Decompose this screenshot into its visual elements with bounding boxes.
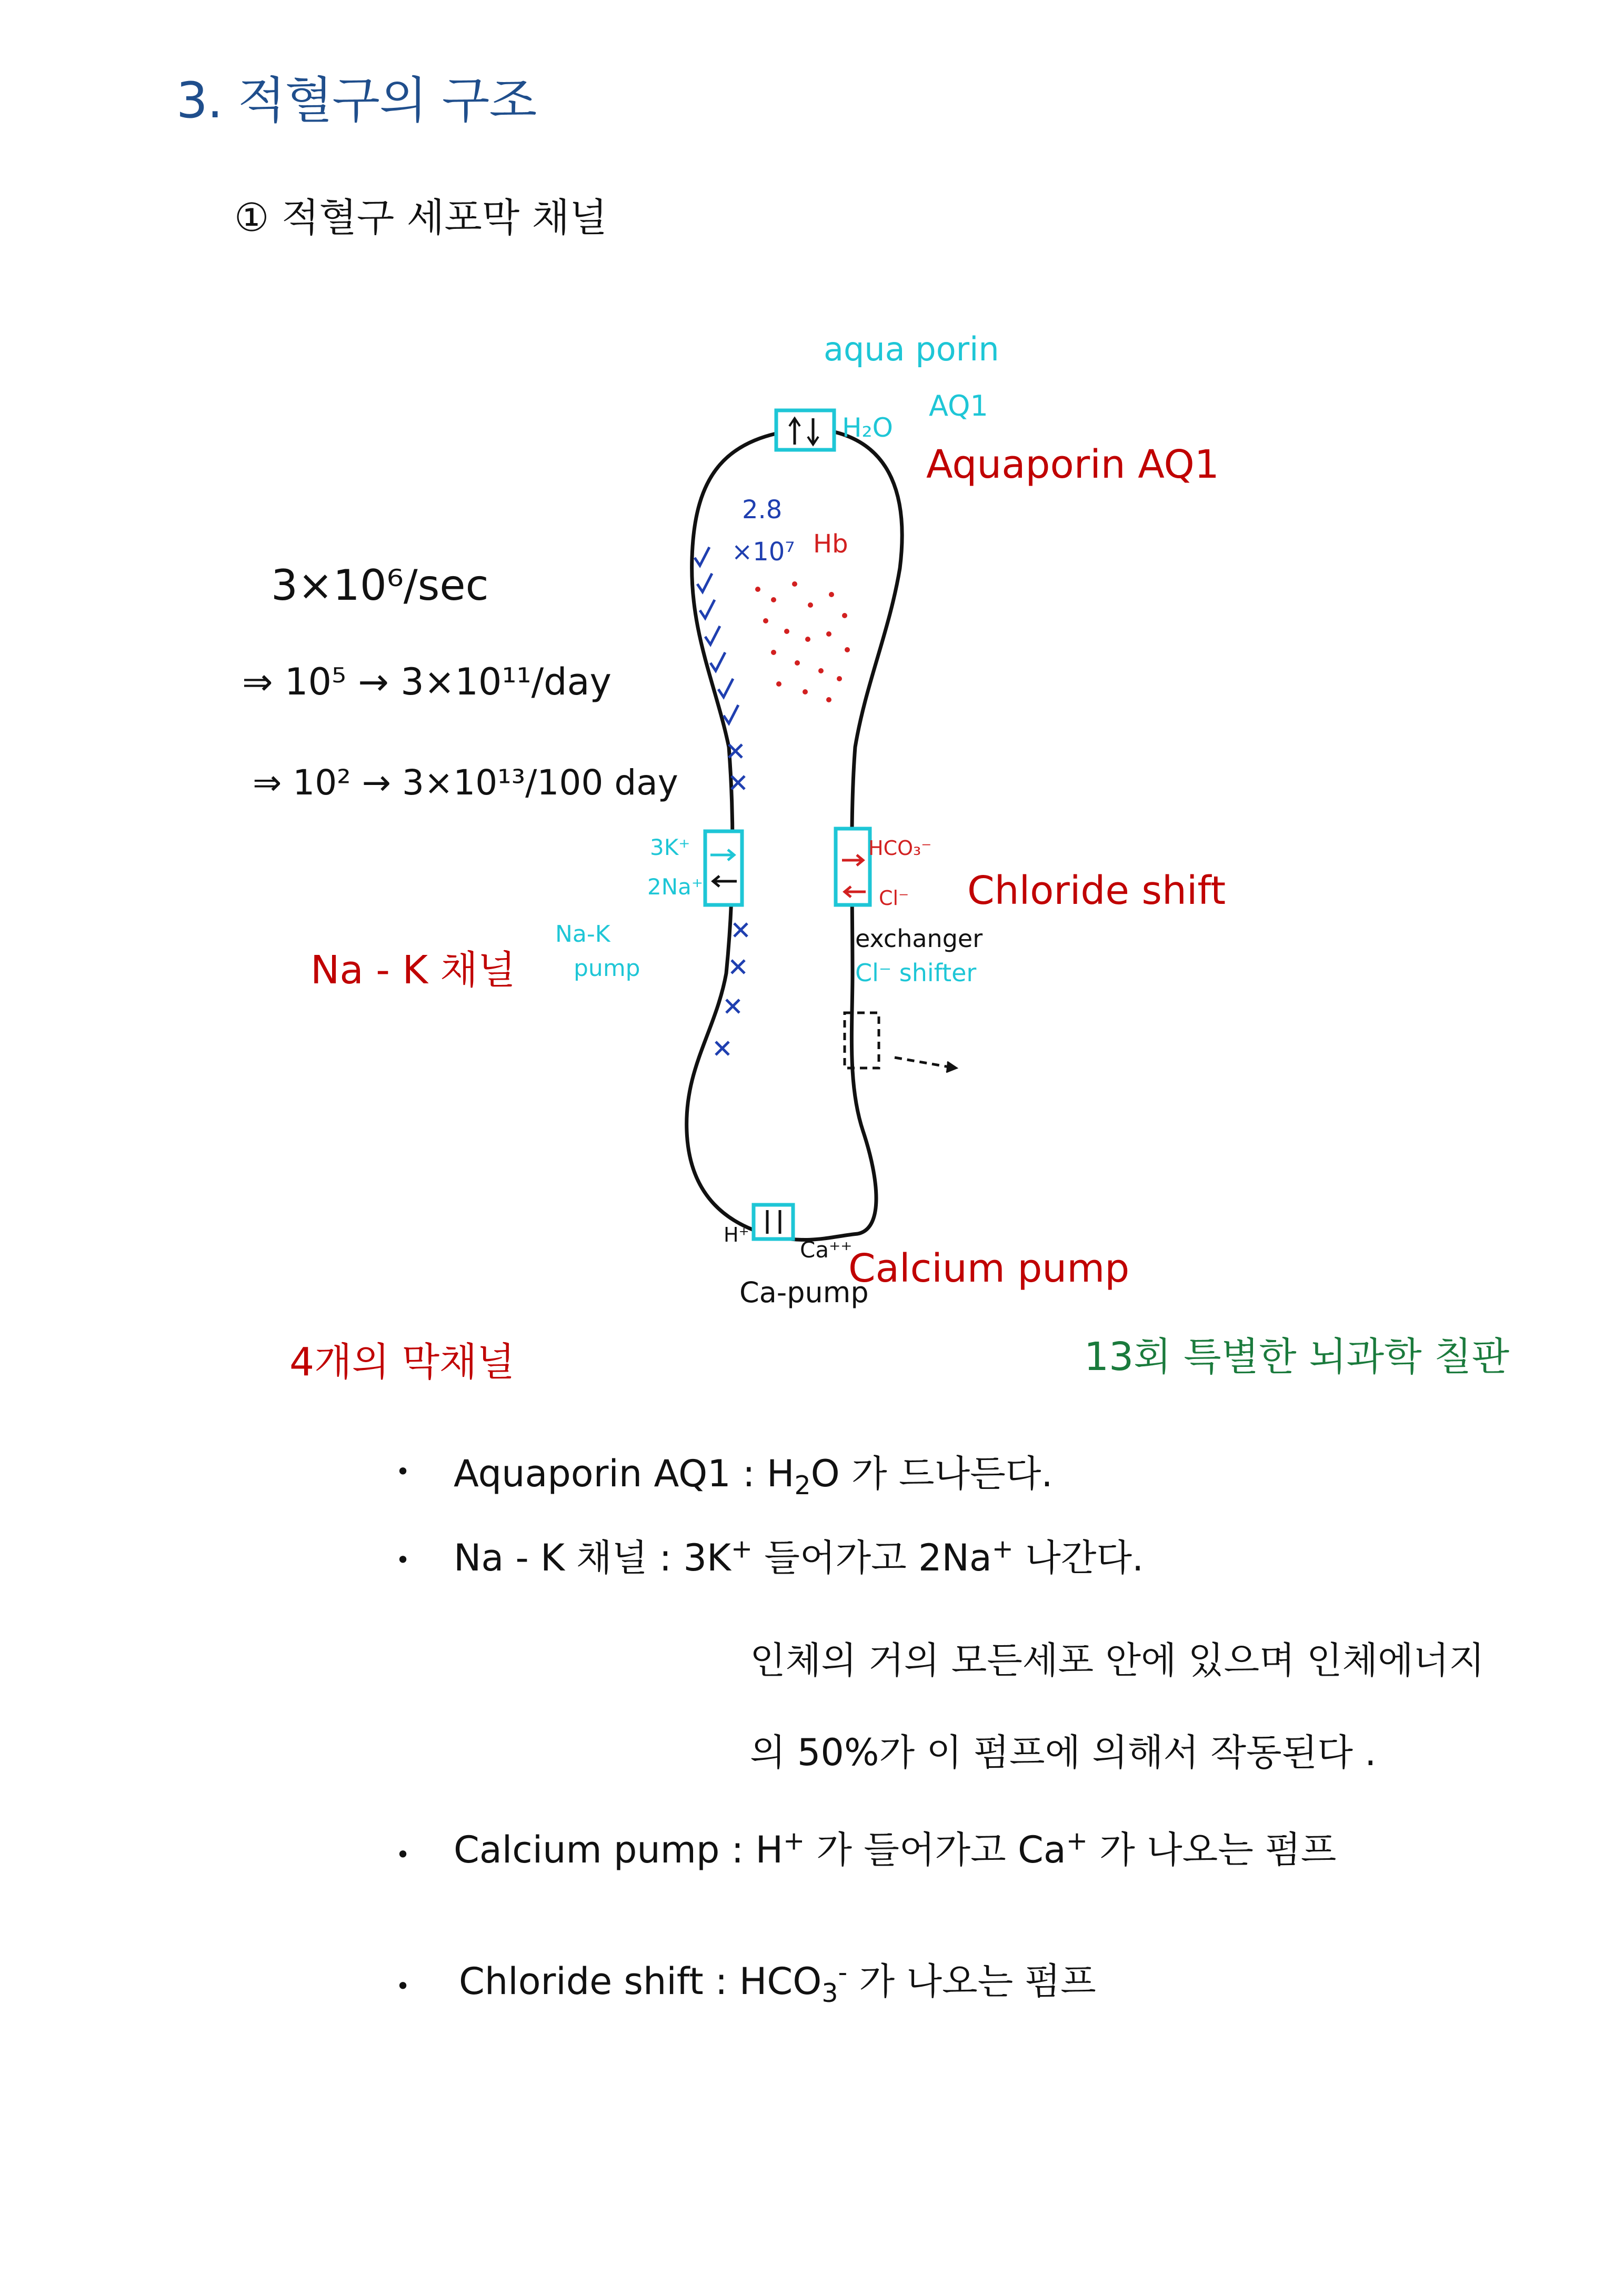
na-k-channel-icon [705,831,742,905]
exchanger-handwriting: exchanger [855,924,983,953]
bullet-chloride: Chloride shift : $HCO_3^-$ 가 나오는 펌프 [459,1957,1096,2008]
na-k-note-line1: 인체의 거의 모든세포 안에 있으며 인체에너지 [750,1639,1485,1682]
subsection-title: ① 적혈구 세포막 채널 [234,195,607,240]
dashed-arrow [895,1058,955,1068]
caption-four-channels: 4개의 막채널 [289,1340,515,1385]
cell-count-exponent-handwriting: ×10⁷ [731,537,795,567]
bullet-dot: • [396,1840,410,1869]
dashed-region [845,1013,879,1068]
calcium-pump-label: Calcium pump [848,1246,1130,1291]
na-k-channel-label: Na - K 채널 [310,948,516,993]
k3-handwriting: 3K⁺ [650,834,690,860]
chloride-exchanger-icon [836,829,870,905]
na-k-note-line2: 의 50%가 이 펌프에 의해서 작동된다 . [750,1731,1377,1774]
aquaporin-channel-icon [776,410,834,450]
cl-handwriting: Cl⁻ [879,887,909,910]
bullet-aquaporin: Aquaporin AQ1 : $H_2O$ 가 드나든다. [454,1452,1053,1501]
rate-per-100day-handwriting: ⇒ 10² → 3×10¹³/100 day [253,762,678,803]
h-plus-handwriting: H⁺ [724,1223,749,1246]
aq1-handwriting: AQ1 [929,389,988,422]
bullet-calcium: Calcium pump : H+ 가 들어가고 Ca+ 가 나오는 펌프 [454,1826,1337,1871]
cell-count-handwriting: 2.8 [742,495,783,525]
h2o-handwriting: H₂O [842,412,893,443]
rate-per-day-handwriting: ⇒ 10⁵ → 3×10¹¹/day [242,660,611,703]
hemoglobin-dots [755,581,850,702]
calcium-pump-icon [754,1205,793,1239]
hb-handwriting: Hb [813,529,848,559]
caption-source: 13회 특별한 뇌과학 칠판 [1084,1334,1510,1379]
pump-handwriting: pump [574,955,640,982]
hco3-handwriting: HCO₃⁻ [868,837,932,860]
na2-handwriting: 2Na⁺ [647,874,704,900]
membrane-marks [695,547,747,1055]
bullet-dot: • [396,1546,410,1574]
aqua-porin-handwriting: aqua porin [824,330,999,368]
cl-shifter-handwriting: Cl⁻ shifter [855,959,977,987]
bullet-dot: • [396,1457,410,1486]
ca-plus-handwriting: Ca⁺⁺ [800,1237,853,1263]
aquaporin-label: Aquaporin AQ1 [926,442,1219,487]
chloride-shift-label: Chloride shift [967,868,1226,913]
rate-per-sec-handwriting: 3×10⁶/sec [271,561,489,610]
bullet-na-k: Na - K 채널 : 3K+ 들어가고 2Na+ 나간다. [454,1534,1144,1579]
nak-pump-handwriting: Na-K [555,921,610,948]
bullet-dot: • [396,1972,410,2000]
section-title: 3. 적혈구의 구조 [176,72,537,129]
ca-pump-handwriting: Ca-pump [739,1276,869,1309]
